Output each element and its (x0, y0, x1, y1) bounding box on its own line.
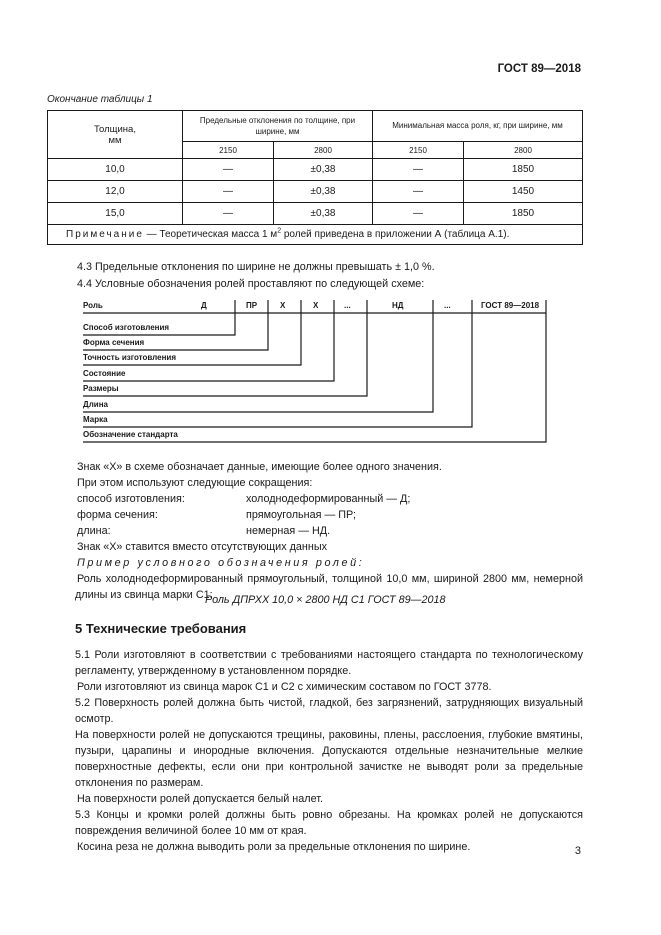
scheme-head-gost: ГОСТ 89—2018 (481, 301, 540, 310)
scheme-head-x2: Х (313, 301, 319, 310)
cell-mass-2800: 1450 (464, 181, 583, 203)
cell-mass-2150: — (373, 203, 464, 225)
paragraph-5-2b: На поверхности ролей не допускаются трещины, раковины, плены, расслоения, глубокие вмятины, пузыри, царапины и инородные включения. Допускаются отдельные незначительные мелкие поверхностные дефекты, если они при контрольной зачистке не выводят роли за предельные отклонения по размерам. (75, 729, 583, 789)
table-row (48, 203, 583, 225)
cell-thickness: 12,0 (48, 181, 183, 203)
cell-dev-2150: — (183, 181, 274, 203)
scheme-head-nd: НД (392, 301, 404, 310)
scheme-head-x1: Х (280, 301, 286, 310)
paragraph-5-3b: Косина реза не должна выводить роли за предельные отклонения по ширине. (77, 841, 471, 853)
scheme-connector (83, 300, 301, 365)
table-caption: Окончание таблицы 1 (47, 94, 153, 105)
paragraph-znak-x: Знак «Х» в схеме обозначает данные, имеющие более одного значения. (77, 461, 442, 473)
header-thickness-unit: мм (108, 134, 122, 146)
paragraph-5-2a: 5.2 Поверхность ролей должна быть чистой, гладкой, без загрязнений, затрудняющих визуальный осмотр. (75, 697, 583, 725)
scheme-head-dots2: ... (444, 301, 451, 310)
cell-dev-2800: ±0,38 (274, 159, 373, 181)
abbr-value: прямоугольная — ПР; (246, 509, 357, 521)
scheme-item: Состояние (83, 369, 126, 378)
header-thickness-label: Толщина, (94, 123, 136, 135)
scheme-connector (83, 300, 472, 427)
cell-mass-2800: 1850 (464, 203, 583, 225)
example-text-body: Роль холоднодеформированный прямоугольный, толщиной 10,0 мм, шириной 2800 мм, немерной длины из свинца марки С1: (75, 573, 583, 601)
paragraph-5-3a: 5.3 Концы и кромки ролей должны быть ровно обрезаны. На кромках ролей не допускаются повреждения величиной более 10 мм от края. (75, 809, 583, 837)
cell-mass-2150: — (373, 159, 464, 181)
note-sup: 2 (277, 227, 282, 235)
header-width-2800-b: 2800 (464, 142, 583, 159)
header-width-2150-b: 2150 (373, 142, 464, 159)
abbr-key: длина: (77, 525, 111, 537)
cell-dev-2150: — (183, 159, 274, 181)
paragraph-5-2c: На поверхности ролей допускается белый налет. (77, 793, 323, 805)
scheme-item: Длина (83, 400, 108, 409)
note-text: — Теоретическая масса 1 м (143, 229, 278, 240)
scheme-connector (83, 300, 268, 350)
header-deviation (183, 111, 373, 142)
section-5-title: 5 Технические требования (75, 621, 247, 636)
paragraph-4-4: 4.4 Условные обозначения ролей проставляют по следующей схеме: (77, 278, 425, 290)
header-width-2800-a: 2800 (274, 142, 373, 159)
note-text-end: ролей приведена в приложении А (таблица А.1). (281, 229, 510, 240)
scheme-item: Размеры (83, 384, 119, 393)
scheme-connector (83, 300, 334, 381)
paragraph-abbr-intro: При этом используют следующие сокращения: (77, 477, 313, 489)
page-number: 3 (574, 845, 581, 857)
abbr-key: способ изготовления: (77, 493, 185, 505)
paragraph-znak-x2: Знак «Х» ставится вместо отсутствующих данных (77, 541, 328, 553)
cell-dev-2800: ±0,38 (274, 181, 373, 203)
scheme-head-d: Д (201, 301, 207, 310)
table-row (48, 181, 583, 203)
cell-thickness: 15,0 (48, 203, 183, 225)
scheme-item: Форма сечения (83, 338, 145, 347)
scheme-item: Способ изготовления (83, 323, 170, 332)
data-table (47, 110, 583, 245)
header-deviation-label: Предельные отклонения по толщине, при ширине, мм (199, 115, 356, 136)
paragraph-4-3: 4.3 Предельные отклонения по ширине не должны превышать ± 1,0 %. (77, 261, 435, 273)
scheme-item: Обозначение стандарта (83, 430, 178, 439)
scheme-connector (83, 300, 367, 396)
cell-thickness: 10,0 (48, 159, 183, 181)
scheme-connector (83, 300, 546, 442)
document-code: ГОСТ 89—2018 (497, 63, 581, 75)
abbr-value: холоднодеформированный — Д; (246, 493, 411, 505)
cell-mass-2800: 1850 (464, 159, 583, 181)
scheme-head-rol: Роль (83, 301, 103, 310)
abbr-value: немерная — НД. (246, 525, 331, 537)
header-thickness (48, 111, 183, 159)
abbr-key: форма сечения: (77, 509, 158, 521)
scheme-connector (83, 300, 433, 412)
cell-dev-2150: — (183, 203, 274, 225)
scheme-item: Точность изготовления (83, 353, 176, 362)
table-row (48, 159, 583, 181)
header-mass: Минимальная масса роля, кг, при ширине, мм (373, 111, 583, 142)
scheme-head-pr: ПР (246, 301, 258, 310)
scheme-head-dots1: ... (344, 301, 351, 310)
header-width-2150-a: 2150 (183, 142, 274, 159)
cell-mass-2150: — (373, 181, 464, 203)
cell-dev-2800: ±0,38 (274, 203, 373, 225)
paragraph-5-1b: Роли изготовляют из свинца марок С1 и С2 с химическим составом по ГОСТ 3778. (77, 681, 492, 693)
paragraph-5-1a: 5.1 Роли изготовляют в соответствии с требованиями настоящего стандарта по технологическому регламенту, утвержденному в установленном порядке. (75, 649, 583, 677)
table-note (48, 225, 583, 245)
scheme-item: Марка (83, 415, 108, 424)
scheme-connector (83, 300, 235, 335)
note-word: Примечание (66, 229, 144, 240)
example-designation: Роль ДПРХХ 10,0 × 2800 НД С1 ГОСТ 89—2018 (205, 594, 446, 606)
example-title: Пример условного обозначения ролей: (77, 557, 365, 569)
